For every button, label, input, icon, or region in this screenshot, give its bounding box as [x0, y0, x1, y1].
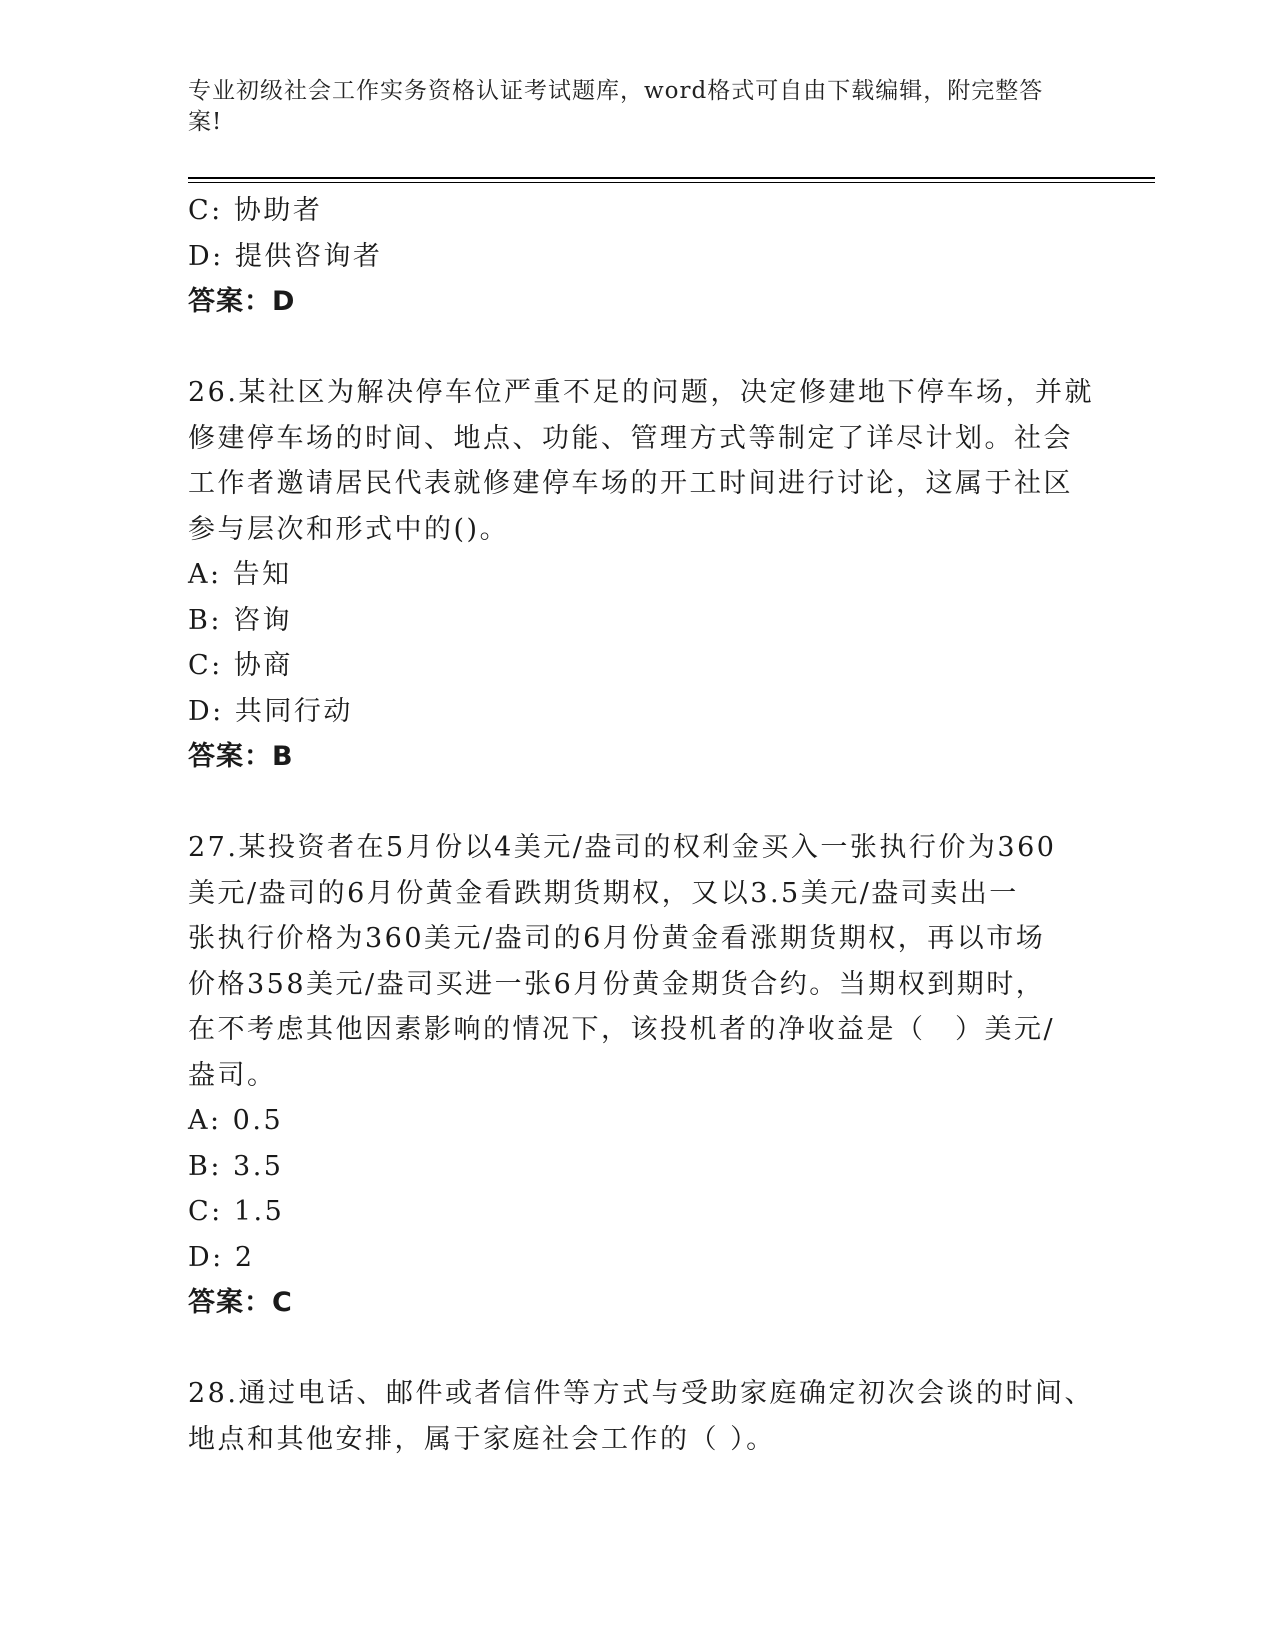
stem-line: 参与层次和形式中的()。 [188, 513, 510, 545]
question-content [188, 188, 1094, 1462]
header-text-line-2: 案! [188, 109, 223, 135]
option-b: B: 咨询 [188, 604, 293, 636]
option-d: D: 共同行动 [188, 695, 353, 727]
stem-line: 地点和其他安排，属于家庭社会工作的（ ）。 [188, 1423, 776, 1455]
stem-line: 27.某投资者在5月份以4美元/盎司的权利金买入一张执行价为360 [188, 832, 1057, 863]
question-stem [188, 825, 1088, 1098]
answer-line: 答案：C [188, 1287, 293, 1318]
header-rule-thick [188, 177, 1155, 179]
stem-line: 价格358美元/盎司买进一张6月份黄金期货合约。当期权到期时， [188, 968, 1046, 1000]
stem-line: 28.通过电话、邮件或者信件等方式与受助家庭确定初次会谈的时间、 [188, 1378, 1094, 1409]
header-text-line-1: 专业初级社会工作实务资格认证考试题库，word格式可自由下载编辑，附完整答 [188, 78, 1044, 104]
question-28 [188, 1371, 1094, 1462]
option-c: C: 1.5 [188, 1196, 285, 1227]
stem-line: 在不考虑其他因素影响的情况下，该投机者的净收益是（ ）美元/ [188, 1014, 1056, 1045]
question-26 [188, 370, 1094, 780]
option-d: D: 提供咨询者 [188, 240, 383, 272]
header-rule-thin [188, 182, 1155, 183]
stem-line: 工作者邀请居民代表就修建停车场的开工时间进行讨论，这属于社区 [188, 468, 1073, 499]
option-c: C: 协商 [188, 650, 293, 681]
question-stem [188, 1371, 1094, 1462]
answer-line: 答案：B [188, 741, 294, 772]
stem-line: 张执行价格为360美元/盎司的6月份黄金看涨期货期权，再以市场 [188, 923, 1046, 954]
option-a: A: 告知 [188, 559, 292, 590]
option-a: A: 0.5 [188, 1105, 284, 1136]
answer-line: 答案：D [188, 286, 296, 317]
question-stem [188, 370, 1094, 552]
spacer [188, 780, 1088, 826]
option-b: B: 3.5 [188, 1150, 284, 1182]
stem-line: 修建停车场的时间、地点、功能、管理方式等制定了详尽计划。社会 [188, 422, 1073, 454]
spacer [188, 1326, 1088, 1372]
stem-line: 26.某社区为解决停车位严重不足的问题，决定修建地下停车场，并就 [188, 377, 1094, 408]
stem-line: 盎司。 [188, 1059, 277, 1091]
stem-line: 美元/盎司的6月份黄金看跌期货期权，又以3.5美元/盎司卖出一 [188, 877, 1019, 909]
option-c: C: 协助者 [188, 195, 323, 226]
page-header [188, 76, 1068, 138]
prev-question [188, 188, 1088, 325]
option-d: D: 2 [188, 1241, 255, 1273]
spacer [188, 325, 1088, 371]
question-27 [188, 825, 1088, 1326]
